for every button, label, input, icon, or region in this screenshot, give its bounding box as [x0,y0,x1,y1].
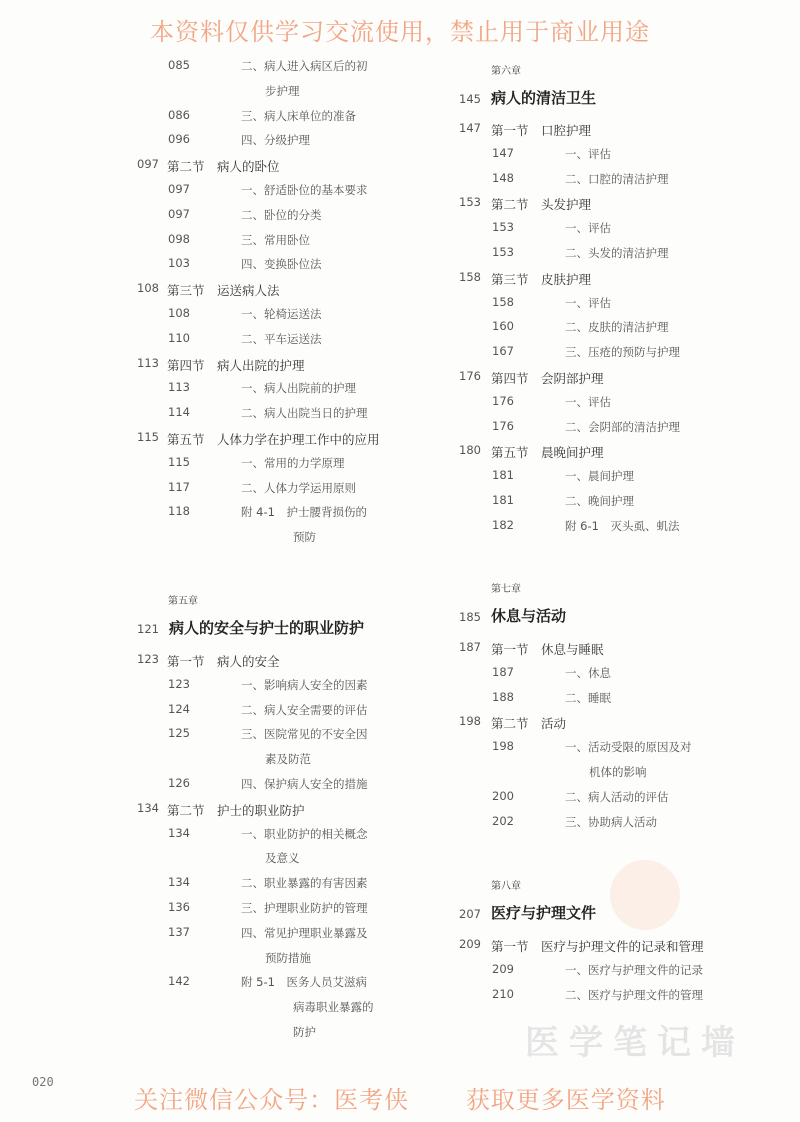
toc-page-number: 148 [492,170,514,185]
toc-page-number: 134 [168,875,190,890]
toc-page-number: 147 [459,121,481,135]
toc-page-number: 180 [459,443,481,458]
toc-page-number: 187 [492,664,514,679]
toc-page-number: 126 [168,776,190,790]
chapter-title-text: 病人的安全与护士的职业防护 [168,619,364,637]
toc-page-number: 160 [492,319,514,334]
toc-entry-label: 第四节 病人出院的护理 [167,357,305,373]
toc-entry-label: 四、常见护理职业暴露及 [241,925,368,940]
toc-entry-label: 一、轮椅运送法 [241,307,322,321]
chapter-title [137,617,364,638]
toc-entry-label: 第一节 休息与睡眠 [491,642,604,657]
toc-entry-label: 防护 [293,1025,316,1039]
toc-entry-label: 机体的影响 [589,765,647,779]
toc-page-number: 124 [168,701,190,716]
toc-entry-label: 三、病人床单位的准备 [241,108,356,123]
toc-page-number: 198 [459,714,481,729]
toc-page-number: 134 [137,800,159,815]
chapter-title [459,605,566,626]
toc-entry-label: 一、医疗与护理文件的记录 [565,962,703,977]
chapter-title [459,902,596,923]
chapter-page-number: 207 [459,907,481,921]
toc-page-number: 187 [459,640,481,654]
toc-page-number: 110 [168,330,190,345]
toc-entry-label: 第五节 人体力学在护理工作中的应用 [167,432,380,447]
toc-page-number: 202 [492,813,514,828]
toc-page-number: 137 [168,924,190,939]
watermark-top: 本资料仅供学习交流使用，禁止用于商业用途 [150,18,650,46]
toc-page-number: 209 [492,961,514,976]
page-number: 020 [32,1075,54,1089]
toc-entry-label: 二、医疗与护理文件的管理 [565,987,703,1002]
toc-entry-label: 二、会阴部的清洁护理 [565,419,680,434]
toc-entry-label: 一、评估 [565,295,611,310]
toc-entry-label: 第五节 晨晚间护理 [491,445,604,461]
toc-entry-label: 步护理 [265,83,300,98]
toc-page-number: 097 [168,206,190,221]
toc-page-number: 085 [168,58,190,72]
watermark-bottom-right: 获取更多医学资料 [465,1086,666,1114]
toc-entry-label: 二、病人出院当日的护理 [241,406,368,421]
toc-entry-label: 三、护理职业防护的管理 [241,901,368,915]
toc-entry-label: 三、协助病人活动 [565,814,657,829]
toc-entry-label: 一、常用的力学原理 [241,455,345,470]
toc-page-number: 123 [137,652,159,666]
toc-entry-label: 三、常用卧位 [241,232,310,247]
toc-page-number: 158 [459,269,481,284]
toc-page-number: 108 [168,306,190,320]
toc-page-number: 115 [137,430,159,444]
toc-entry-label: 附 4-1 护士腰背损伤的 [241,505,367,520]
toc-entry-label: 病毒职业暴露的 [293,1000,374,1015]
chapter-title-text: 休息与活动 [490,607,566,625]
toc-entry-label: 一、评估 [565,146,611,161]
toc-page-number: 096 [168,132,190,147]
toc-entry-label: 一、评估 [565,221,611,236]
toc-entry-label: 二、口腔的清洁护理 [565,171,669,186]
toc-entry-label: 二、病人进入病区后的初 [241,59,368,73]
toc-entry-label: 一、休息 [565,665,611,680]
toc-entry-label: 第二节 活动 [491,716,567,732]
decorative-circle [610,860,680,930]
toc-page-number: 108 [137,281,159,296]
toc-page-number: 114 [168,405,190,420]
toc-page-number: 210 [492,986,514,1001]
toc-page-number: 103 [168,256,190,271]
toc-entry-label: 三、压疮的预防与护理 [565,345,680,360]
chapter-number: 第五章 [168,596,198,607]
toc-page-number: 113 [168,380,190,395]
toc-entry-label: 预防措施 [265,950,311,965]
toc-entry-label: 第三节 运送病人法 [167,283,280,299]
toc-page-number: 136 [168,900,190,914]
toc-page-number: 113 [137,355,159,370]
toc-page-number: 182 [492,517,514,532]
toc-entry-label: 第四节 会阴部护理 [491,371,604,386]
toc-entry-label: 第三节 皮肤护理 [491,271,592,287]
toc-page-number: 188 [492,689,514,704]
toc-entry-label: 第一节 病人的安全 [167,654,280,669]
toc-entry-label: 附 6-1 灭头虱、虮法 [565,518,680,533]
chapter-page-number: 145 [459,92,481,106]
toc-page-number: 123 [168,676,190,691]
toc-page-number: 176 [459,369,481,383]
toc-page-number: 200 [492,788,514,803]
toc-entry-label: 一、病人出院前的护理 [241,381,356,396]
toc-page-number: 115 [168,454,190,469]
toc-page-number: 209 [459,937,481,951]
toc-entry-label: 二、职业暴露的有害因素 [241,876,368,891]
toc-entry-label: 二、皮肤的清洁护理 [565,320,669,335]
toc-page-number: 125 [168,726,190,741]
toc-entry-label: 二、头发的清洁护理 [565,246,669,260]
toc-entry-label: 四、分级护理 [241,133,310,148]
toc-page-number: 153 [492,220,514,235]
toc-entry-label: 预防 [293,530,316,545]
toc-page-number: 147 [492,145,514,160]
toc-entry-label: 三、医院常见的不安全因 [241,727,368,742]
toc-entry-label: 一、活动受限的原因及对 [565,740,692,755]
toc-page-number: 158 [492,294,514,309]
toc-page-number: 134 [168,825,190,840]
toc-page-number: 097 [137,157,159,172]
toc-page-number: 176 [492,418,514,433]
toc-entry-label: 二、晚间护理 [565,494,634,508]
toc-entry-label: 一、影响病人安全的因素 [241,677,368,692]
toc-entry-label: 一、评估 [565,394,611,409]
chapter-page-number: 185 [459,610,481,624]
chapter-number: 第七章 [491,584,521,595]
toc-page-number: 181 [492,468,514,483]
chapter-title-text: 医疗与护理文件 [490,904,596,922]
toc-entry-label: 四、变换卧位法 [241,257,322,272]
toc-entry-label: 二、平车运送法 [241,331,322,346]
chapter-page-number: 121 [137,622,159,636]
toc-entry-label: 第一节 医疗与护理文件的记录和管理 [491,939,704,954]
toc-entry-label: 素及防范 [265,752,311,767]
toc-entry-label: 二、病人活动的评估 [565,789,669,804]
toc-page-number: 118 [168,504,190,519]
toc-entry-label: 第一节 口腔护理 [491,123,592,138]
toc-page-number: 086 [168,107,190,122]
toc-entry-label: 二、人体力学运用原则 [241,480,356,495]
toc-page-number: 176 [492,393,514,408]
toc-page-number: 198 [492,739,514,754]
toc-page-number: 181 [492,493,514,507]
toc-page-number: 117 [168,479,190,494]
toc-page-number: 097 [168,182,190,196]
chapter-title [459,87,596,108]
watermark-bottom [0,1080,800,1115]
toc-page-number: 167 [492,344,514,359]
toc-entry-label: 二、卧位的分类 [241,207,322,222]
toc-entry-label: 第二节 病人的卧位 [167,159,280,175]
toc-entry-label: 及意义 [265,851,300,866]
toc-page-number: 153 [459,195,481,210]
toc-entry-label: 第二节 头发护理 [491,197,592,213]
toc-entry-label: 一、职业防护的相关概念 [241,826,368,841]
toc-entry-label: 一、舒适卧位的基本要求 [241,183,368,197]
toc-page-number: 142 [168,974,190,989]
toc-entry-label: 附 5-1 医务人员艾滋病 [241,975,367,990]
toc-entry-label: 第二节 护士的职业防护 [167,802,305,818]
toc-entry-label: 二、睡眠 [565,690,611,705]
brand-watermark: 医学笔记墙 [525,1023,745,1063]
toc-entry-label: 二、病人安全需要的评估 [241,702,368,717]
chapter-title-text: 病人的清洁卫生 [490,89,596,107]
toc-entry-label: 四、保护病人安全的措施 [241,777,368,791]
chapter-number: 第六章 [491,66,521,77]
toc-page-number: 153 [492,245,514,259]
toc-page-number: 098 [168,231,190,246]
toc-entry-label: 一、晨间护理 [565,469,634,484]
chapter-number: 第八章 [491,881,521,892]
watermark-bottom-left: 关注微信公众号：医考侠 [134,1086,410,1114]
